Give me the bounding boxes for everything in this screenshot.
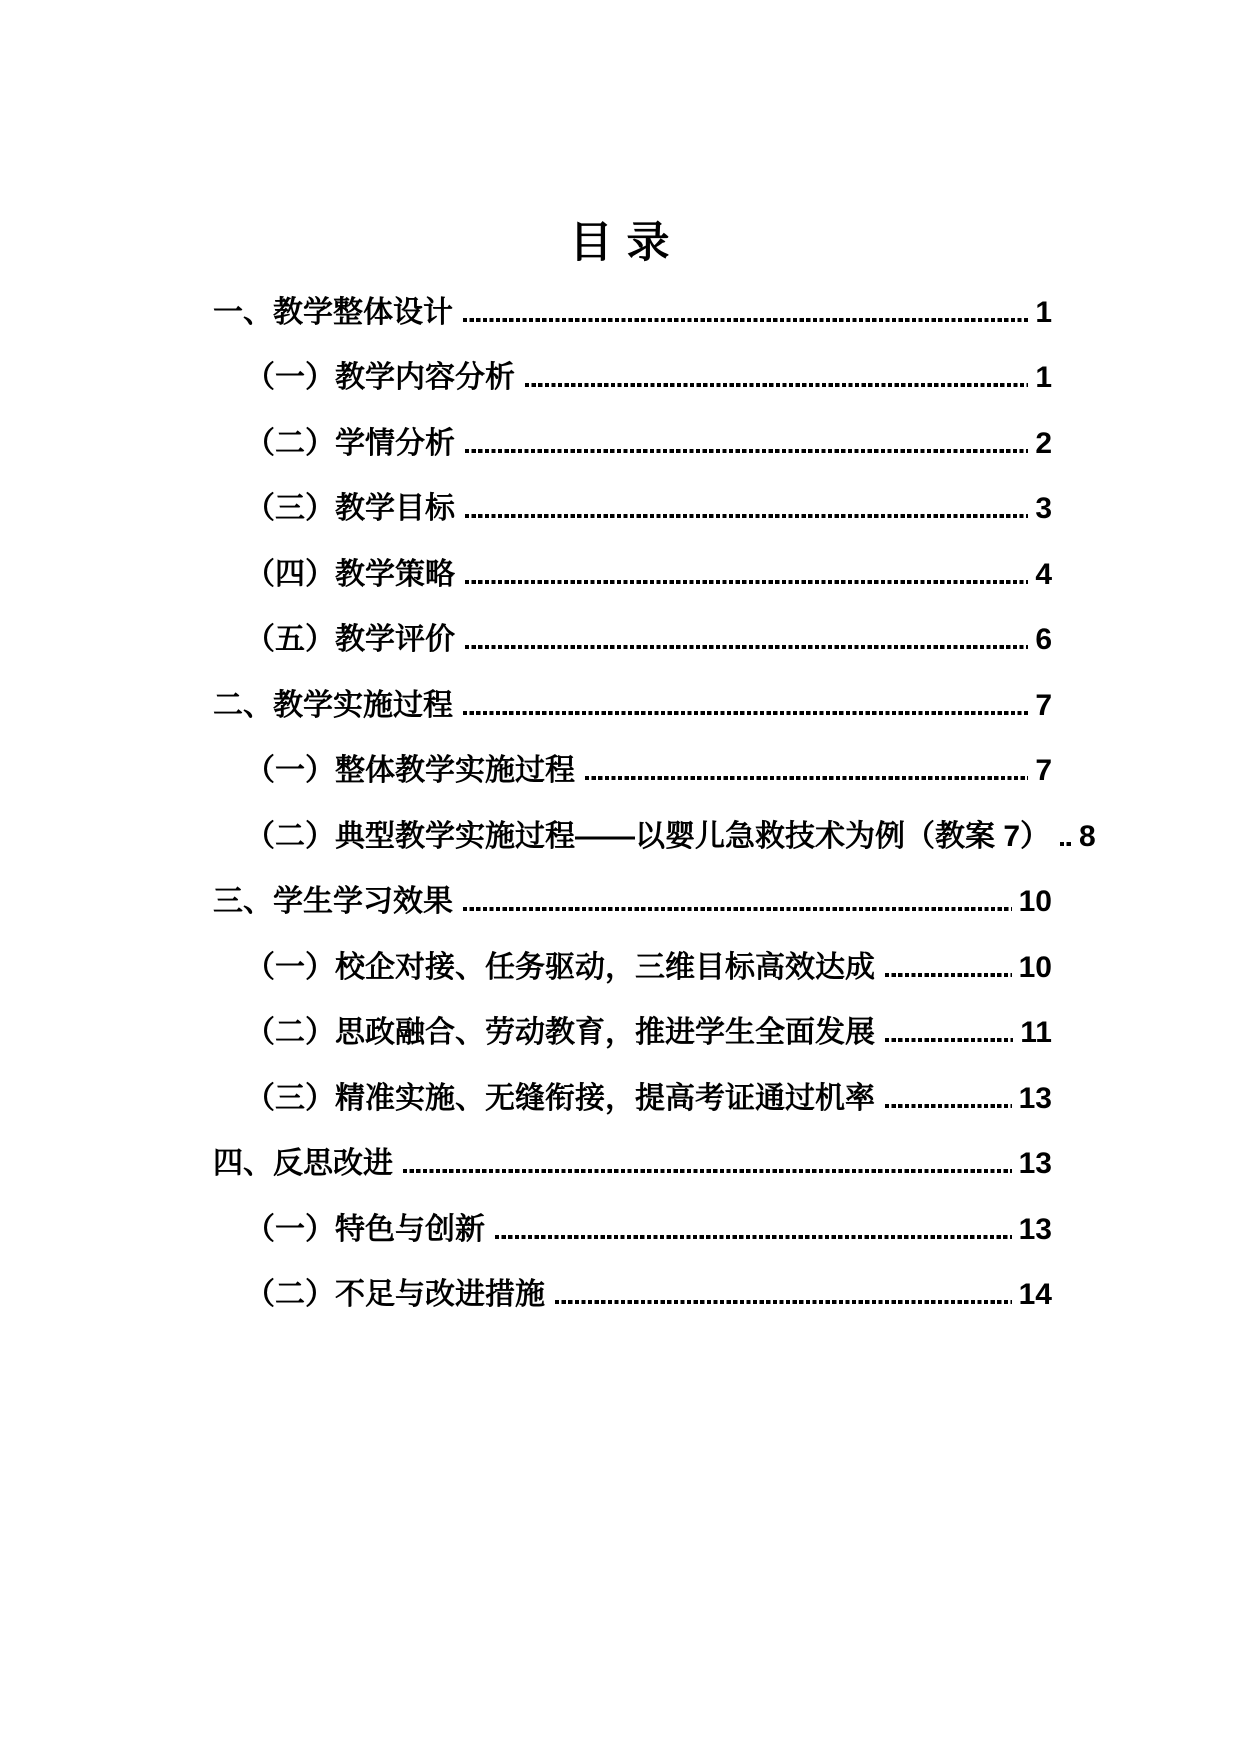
toc-entry-label: （二）不足与改进措施 (245, 1278, 545, 1312)
toc-entry-page-number: 10 (1018, 950, 1052, 984)
toc-entry[interactable] (213, 346, 1052, 412)
toc-entry-label: （一）教学内容分析 (245, 361, 515, 395)
toc-entry-label: 四、反思改进 (213, 1147, 393, 1181)
toc-entry-page-number: 14 (1018, 1278, 1052, 1312)
toc-entry-page-number: 13 (1018, 1212, 1052, 1246)
toc-entry-label: （二）思政融合、劳动教育，推进学生全面发展 (245, 1016, 875, 1050)
dot-leader (463, 318, 1028, 322)
toc-entry-label: （四）教学策略 (245, 557, 455, 591)
toc-entry[interactable] (213, 411, 1052, 477)
toc-entry-label: （一）校企对接、任务驱动，三维目标高效达成 (245, 950, 875, 984)
toc-entry-label: （一）整体教学实施过程 (245, 754, 575, 788)
dot-leader (465, 580, 1028, 584)
toc-entry-label: 一、教学整体设计 (213, 295, 453, 329)
dot-leader (495, 1235, 1012, 1239)
toc-entry-page-number: 3 (1035, 492, 1052, 526)
dot-leader (465, 514, 1028, 518)
toc-entry[interactable] (213, 608, 1052, 674)
toc-entry[interactable] (213, 1132, 1052, 1198)
toc-entry-page-number: 2 (1035, 426, 1052, 460)
toc-entry-page-number: 1 (1035, 361, 1052, 395)
dot-leader (463, 711, 1028, 715)
toc-entry[interactable] (213, 1263, 1052, 1329)
toc-entry[interactable] (213, 673, 1052, 739)
dot-leader (885, 973, 1012, 977)
toc-entry-page-number: 11 (1020, 1016, 1052, 1050)
toc-title: 目 录 (569, 219, 671, 267)
toc-entry[interactable] (213, 542, 1052, 608)
toc-entry[interactable] (213, 477, 1052, 543)
toc-entry[interactable] (213, 1197, 1052, 1263)
dot-leader (1060, 842, 1072, 846)
toc-entry-page-number: 13 (1018, 1147, 1052, 1181)
dot-leader (525, 383, 1028, 387)
toc-entry-label: 二、教学实施过程 (213, 688, 453, 722)
dot-leader (885, 1038, 1013, 1042)
toc-entry-page-number: 8 (1079, 819, 1096, 853)
toc-entry-label: （五）教学评价 (245, 623, 455, 657)
dot-leader (463, 907, 1012, 911)
dot-leader (585, 776, 1028, 780)
toc-entry-label: （二）学情分析 (245, 426, 455, 460)
dot-leader (403, 1169, 1012, 1173)
toc-entry-page-number: 10 (1018, 885, 1052, 919)
dot-leader (885, 1104, 1012, 1108)
toc-entry-page-number: 13 (1018, 1081, 1052, 1115)
dot-leader (555, 1300, 1012, 1304)
toc-entry-label: （一）特色与创新 (245, 1212, 485, 1246)
toc-entry[interactable] (213, 1001, 1052, 1067)
toc-entry-page-number: 6 (1035, 623, 1052, 657)
toc-entry-label: （三）教学目标 (245, 492, 455, 526)
toc-entry-page-number: 4 (1035, 557, 1052, 591)
dot-leader (465, 449, 1028, 453)
toc-entry[interactable] (213, 804, 1096, 870)
toc-entry-page-number: 7 (1035, 688, 1052, 722)
toc-entry[interactable] (213, 935, 1052, 1001)
toc-entry-label: （三）精准实施、无缝衔接，提高考证通过机率 (245, 1081, 875, 1115)
toc-entry[interactable] (213, 739, 1052, 805)
dot-leader (465, 645, 1028, 649)
toc-entry-page-number: 1 (1035, 295, 1052, 329)
toc-entry-label: 三、学生学习效果 (213, 885, 453, 919)
toc-entry[interactable] (213, 1066, 1052, 1132)
toc-entry-page-number: 7 (1035, 754, 1052, 788)
toc-entry[interactable] (213, 870, 1052, 936)
toc-entry[interactable] (213, 280, 1052, 346)
table-of-contents (213, 280, 1096, 1328)
toc-entry-label: （二）典型教学实施过程——以婴儿急救技术为例（教案 7） (245, 819, 1051, 853)
